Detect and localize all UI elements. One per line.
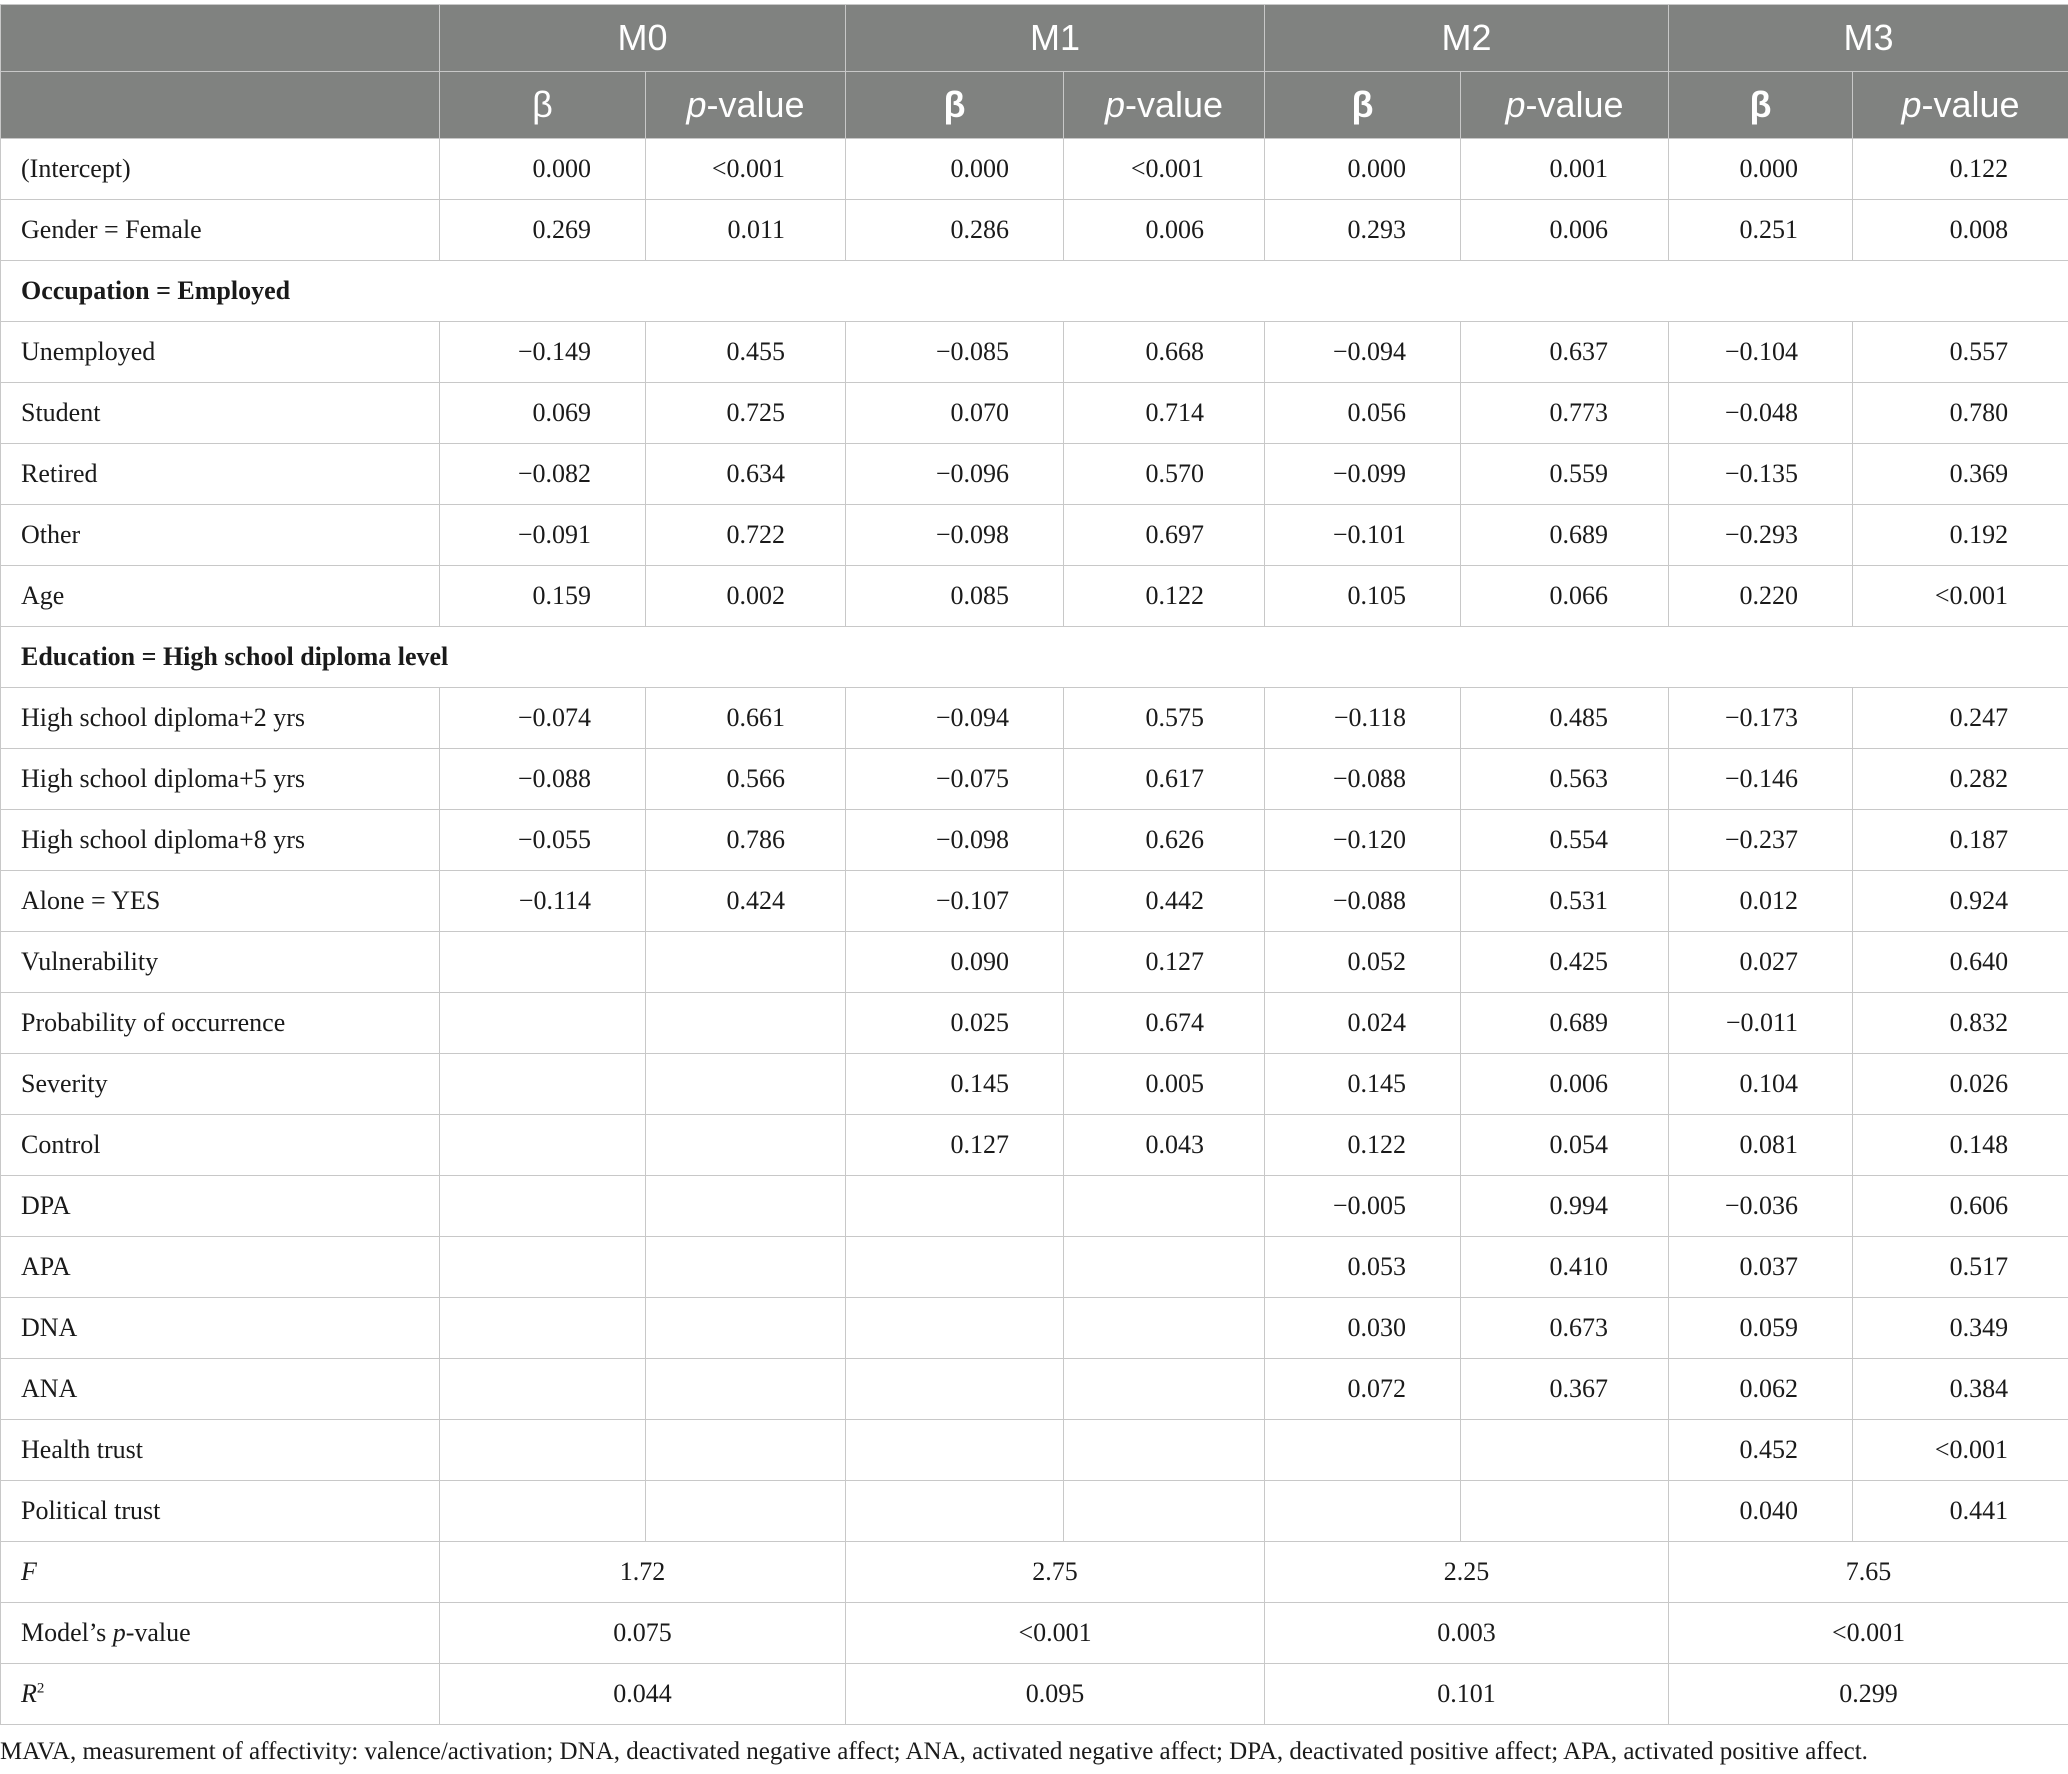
pvalue-cell-m0 xyxy=(646,1481,846,1542)
beta-cell-m2: 0.000 xyxy=(1265,139,1461,200)
row-label: Probability of occurrence xyxy=(1,993,440,1054)
beta-cell-m1: 0.127 xyxy=(846,1115,1064,1176)
beta-cell-m2: −0.118 xyxy=(1265,688,1461,749)
model-pvalue-m3: <0.001 xyxy=(1669,1603,2068,1664)
pvalue-cell-m1: 0.006 xyxy=(1064,200,1265,261)
row-label: High school diploma+5 yrs xyxy=(1,749,440,810)
pvalue-cell-m1: 0.714 xyxy=(1064,383,1265,444)
pvalue-cell-m0 xyxy=(646,1298,846,1359)
section-row xyxy=(1,627,2068,688)
pvalue-cell-m3: 0.832 xyxy=(1853,993,2068,1054)
pvalue-cell-m2: 0.001 xyxy=(1461,139,1669,200)
beta-cell-m0 xyxy=(440,1176,646,1237)
beta-cell-m3: −0.048 xyxy=(1669,383,1853,444)
model-header-m0: M0 xyxy=(440,5,846,72)
row-label: Gender = Female xyxy=(1,200,440,261)
beta-header-m3: β xyxy=(1669,72,1853,139)
pvalue-cell-m3: 0.026 xyxy=(1853,1054,2068,1115)
row-label: Unemployed xyxy=(1,322,440,383)
f-stat-row xyxy=(1,1542,2068,1603)
beta-cell-m2: −0.088 xyxy=(1265,871,1461,932)
pvalue-cell-m1 xyxy=(1064,1298,1265,1359)
pvalue-cell-m3: 0.349 xyxy=(1853,1298,2068,1359)
beta-cell-m0: 0.269 xyxy=(440,200,646,261)
pvalue-cell-m0: 0.661 xyxy=(646,688,846,749)
pvalue-cell-m2: 0.689 xyxy=(1461,993,1669,1054)
beta-cell-m0: −0.149 xyxy=(440,322,646,383)
section-row xyxy=(1,261,2068,322)
r-squared-row xyxy=(1,1664,2068,1725)
table-row xyxy=(1,1237,2068,1298)
section-label: Education = High school diploma level xyxy=(1,627,2068,688)
row-label: Control xyxy=(1,1115,440,1176)
beta-cell-m0 xyxy=(440,993,646,1054)
pvalue-cell-m2: 0.689 xyxy=(1461,505,1669,566)
beta-cell-m0: −0.091 xyxy=(440,505,646,566)
pvalue-cell-m3: 0.247 xyxy=(1853,688,2068,749)
pvalue-cell-m2: 0.994 xyxy=(1461,1176,1669,1237)
pvalue-cell-m1: 0.442 xyxy=(1064,871,1265,932)
beta-cell-m3: 0.452 xyxy=(1669,1420,1853,1481)
beta-cell-m1 xyxy=(846,1176,1064,1237)
pvalue-cell-m3: <0.001 xyxy=(1853,1420,2068,1481)
beta-cell-m1: −0.098 xyxy=(846,505,1064,566)
beta-cell-m3: 0.081 xyxy=(1669,1115,1853,1176)
table-footnote: MAVA, measurement of affectivity: valence/activation; DNA, deactivated negative affect; ANA, activated negative affect; DPA, deactivated positive affect; APA, activated positive affect. xyxy=(0,1738,1868,1765)
pvalue-cell-m2: 0.559 xyxy=(1461,444,1669,505)
beta-cell-m2: 0.105 xyxy=(1265,566,1461,627)
pvalue-cell-m1: <0.001 xyxy=(1064,139,1265,200)
beta-cell-m1: −0.094 xyxy=(846,688,1064,749)
pvalue-cell-m0 xyxy=(646,993,846,1054)
pvalue-cell-m1: 0.127 xyxy=(1064,932,1265,993)
beta-cell-m3: 0.062 xyxy=(1669,1359,1853,1420)
table-row xyxy=(1,1115,2068,1176)
row-label: (Intercept) xyxy=(1,139,440,200)
pvalue-header-m1: p-value xyxy=(1064,72,1265,139)
pvalue-cell-m0: <0.001 xyxy=(646,139,846,200)
pvalue-cell-m3: 0.441 xyxy=(1853,1481,2068,1542)
table-row xyxy=(1,1359,2068,1420)
pvalue-cell-m1: 0.122 xyxy=(1064,566,1265,627)
table-row xyxy=(1,688,2068,749)
table-row xyxy=(1,1420,2068,1481)
row-label: DPA xyxy=(1,1176,440,1237)
pvalue-cell-m1: 0.697 xyxy=(1064,505,1265,566)
beta-cell-m0 xyxy=(440,1237,646,1298)
beta-cell-m0 xyxy=(440,1420,646,1481)
r-squared-m1: 0.095 xyxy=(846,1664,1265,1725)
pvalue-cell-m1: 0.005 xyxy=(1064,1054,1265,1115)
stat-header-row xyxy=(1,72,2068,139)
beta-cell-m1 xyxy=(846,1237,1064,1298)
model-pvalue-m0: 0.075 xyxy=(440,1603,846,1664)
pvalue-cell-m0: 0.424 xyxy=(646,871,846,932)
row-label: Age xyxy=(1,566,440,627)
section-label: Occupation = Employed xyxy=(1,261,2068,322)
table-row xyxy=(1,1054,2068,1115)
beta-cell-m2: 0.053 xyxy=(1265,1237,1461,1298)
row-label: Vulnerability xyxy=(1,932,440,993)
pvalue-cell-m3: 0.369 xyxy=(1853,444,2068,505)
pvalue-cell-m0: 0.725 xyxy=(646,383,846,444)
pvalue-cell-m2 xyxy=(1461,1481,1669,1542)
pvalue-cell-m0: 0.786 xyxy=(646,810,846,871)
beta-cell-m0: −0.082 xyxy=(440,444,646,505)
beta-cell-m2 xyxy=(1265,1420,1461,1481)
beta-cell-m1: −0.085 xyxy=(846,322,1064,383)
pvalue-cell-m1: 0.575 xyxy=(1064,688,1265,749)
row-label: ANA xyxy=(1,1359,440,1420)
pvalue-cell-m0 xyxy=(646,1359,846,1420)
beta-cell-m0 xyxy=(440,1481,646,1542)
row-label: Alone = YES xyxy=(1,871,440,932)
table-row xyxy=(1,871,2068,932)
beta-cell-m2: 0.056 xyxy=(1265,383,1461,444)
pvalue-cell-m0 xyxy=(646,1237,846,1298)
row-label: APA xyxy=(1,1237,440,1298)
table-row xyxy=(1,1176,2068,1237)
model-header-m1: M1 xyxy=(846,5,1265,72)
pvalue-cell-m3: 0.008 xyxy=(1853,200,2068,261)
table-row xyxy=(1,810,2068,871)
row-label: $R^2$ xyxy=(1,1664,440,1725)
pvalue-cell-m2: 0.485 xyxy=(1461,688,1669,749)
beta-cell-m1 xyxy=(846,1359,1064,1420)
row-label: High school diploma+2 yrs xyxy=(1,688,440,749)
beta-cell-m0: −0.088 xyxy=(440,749,646,810)
beta-cell-m1: 0.090 xyxy=(846,932,1064,993)
beta-cell-m3: 0.104 xyxy=(1669,1054,1853,1115)
pvalue-header-m2: p-value xyxy=(1461,72,1669,139)
pvalue-cell-m2: 0.006 xyxy=(1461,200,1669,261)
pvalue-cell-m3: 0.384 xyxy=(1853,1359,2068,1420)
r-squared-m3: 0.299 xyxy=(1669,1664,2068,1725)
pvalue-cell-m2: 0.554 xyxy=(1461,810,1669,871)
beta-cell-m1: −0.075 xyxy=(846,749,1064,810)
beta-cell-m2: −0.088 xyxy=(1265,749,1461,810)
beta-cell-m2: 0.122 xyxy=(1265,1115,1461,1176)
beta-cell-m3: −0.104 xyxy=(1669,322,1853,383)
row-label: Retired xyxy=(1,444,440,505)
beta-cell-m2: 0.052 xyxy=(1265,932,1461,993)
beta-cell-m3: 0.000 xyxy=(1669,139,1853,200)
beta-cell-m1 xyxy=(846,1420,1064,1481)
pvalue-cell-m2 xyxy=(1461,1420,1669,1481)
pvalue-cell-m0: 0.455 xyxy=(646,322,846,383)
header-corner-2 xyxy=(1,72,440,139)
model-pvalue-m2: 0.003 xyxy=(1265,1603,1669,1664)
beta-cell-m0 xyxy=(440,1054,646,1115)
beta-cell-m3: 0.251 xyxy=(1669,200,1853,261)
f-value-m0: 1.72 xyxy=(440,1542,846,1603)
pvalue-cell-m1: 0.668 xyxy=(1064,322,1265,383)
table-row xyxy=(1,505,2068,566)
beta-cell-m1: 0.286 xyxy=(846,200,1064,261)
model-header-m2: M2 xyxy=(1265,5,1669,72)
table-row xyxy=(1,1298,2068,1359)
pvalue-cell-m1: 0.570 xyxy=(1064,444,1265,505)
beta-cell-m3: −0.135 xyxy=(1669,444,1853,505)
beta-cell-m2: −0.101 xyxy=(1265,505,1461,566)
beta-cell-m0 xyxy=(440,932,646,993)
beta-cell-m0: −0.055 xyxy=(440,810,646,871)
pvalue-cell-m3: 0.640 xyxy=(1853,932,2068,993)
beta-cell-m3: 0.012 xyxy=(1669,871,1853,932)
pvalue-cell-m3: 0.148 xyxy=(1853,1115,2068,1176)
row-label: High school diploma+8 yrs xyxy=(1,810,440,871)
beta-cell-m0 xyxy=(440,1115,646,1176)
pvalue-cell-m2: 0.563 xyxy=(1461,749,1669,810)
beta-cell-m2: −0.094 xyxy=(1265,322,1461,383)
model-header-m3: M3 xyxy=(1669,5,2068,72)
beta-cell-m1: 0.085 xyxy=(846,566,1064,627)
beta-cell-m3: 0.037 xyxy=(1669,1237,1853,1298)
table-row xyxy=(1,1481,2068,1542)
f-value-m1: 2.75 xyxy=(846,1542,1265,1603)
beta-cell-m2: −0.099 xyxy=(1265,444,1461,505)
pvalue-cell-m2: 0.531 xyxy=(1461,871,1669,932)
pvalue-cell-m0: 0.634 xyxy=(646,444,846,505)
pvalue-cell-m2: 0.637 xyxy=(1461,322,1669,383)
pvalue-cell-m1 xyxy=(1064,1420,1265,1481)
beta-cell-m3: 0.027 xyxy=(1669,932,1853,993)
beta-cell-m2: 0.293 xyxy=(1265,200,1461,261)
beta-cell-m1: −0.098 xyxy=(846,810,1064,871)
table-row xyxy=(1,200,2068,261)
beta-header-m1: β xyxy=(846,72,1064,139)
f-value-m2: 2.25 xyxy=(1265,1542,1669,1603)
pvalue-cell-m3: 0.282 xyxy=(1853,749,2068,810)
pvalue-cell-m1 xyxy=(1064,1359,1265,1420)
pvalue-cell-m0 xyxy=(646,1115,846,1176)
table-row xyxy=(1,383,2068,444)
pvalue-cell-m3: 0.122 xyxy=(1853,139,2068,200)
beta-cell-m3: 0.040 xyxy=(1669,1481,1853,1542)
table-row xyxy=(1,566,2068,627)
table-row xyxy=(1,932,2068,993)
pvalue-cell-m2: 0.410 xyxy=(1461,1237,1669,1298)
pvalue-cell-m3: 0.557 xyxy=(1853,322,2068,383)
pvalue-cell-m0: 0.722 xyxy=(646,505,846,566)
r-squared-m0: 0.044 xyxy=(440,1664,846,1725)
pvalue-cell-m1: 0.043 xyxy=(1064,1115,1265,1176)
beta-cell-m3: −0.036 xyxy=(1669,1176,1853,1237)
row-label: Health trust xyxy=(1,1420,440,1481)
beta-cell-m0: 0.159 xyxy=(440,566,646,627)
beta-cell-m1: 0.025 xyxy=(846,993,1064,1054)
pvalue-cell-m0 xyxy=(646,932,846,993)
beta-cell-m1: −0.107 xyxy=(846,871,1064,932)
model-pvalue-m1: <0.001 xyxy=(846,1603,1265,1664)
table-row xyxy=(1,139,2068,200)
pvalue-cell-m1: 0.674 xyxy=(1064,993,1265,1054)
beta-cell-m1: 0.070 xyxy=(846,383,1064,444)
pvalue-cell-m3: 0.517 xyxy=(1853,1237,2068,1298)
regression-table xyxy=(0,4,2068,1725)
beta-cell-m3: −0.011 xyxy=(1669,993,1853,1054)
row-label: Other xyxy=(1,505,440,566)
beta-cell-m0: 0.069 xyxy=(440,383,646,444)
row-label: Model’s p-value xyxy=(1,1603,440,1664)
beta-cell-m3: −0.237 xyxy=(1669,810,1853,871)
pvalue-cell-m0 xyxy=(646,1420,846,1481)
pvalue-cell-m2: 0.066 xyxy=(1461,566,1669,627)
beta-header-m2: β xyxy=(1265,72,1461,139)
pvalue-cell-m3: 0.192 xyxy=(1853,505,2068,566)
beta-cell-m0 xyxy=(440,1298,646,1359)
beta-cell-m2: 0.024 xyxy=(1265,993,1461,1054)
pvalue-cell-m0 xyxy=(646,1176,846,1237)
beta-cell-m0: −0.114 xyxy=(440,871,646,932)
pvalue-cell-m1: 0.617 xyxy=(1064,749,1265,810)
pvalue-cell-m2: 0.773 xyxy=(1461,383,1669,444)
row-label: Severity xyxy=(1,1054,440,1115)
pvalue-cell-m1 xyxy=(1064,1176,1265,1237)
row-label: Student xyxy=(1,383,440,444)
beta-cell-m2: 0.030 xyxy=(1265,1298,1461,1359)
model-header-row xyxy=(1,5,2068,72)
beta-cell-m2: 0.072 xyxy=(1265,1359,1461,1420)
beta-cell-m3: 0.059 xyxy=(1669,1298,1853,1359)
pvalue-cell-m0: 0.002 xyxy=(646,566,846,627)
table-row xyxy=(1,993,2068,1054)
pvalue-cell-m3: <0.001 xyxy=(1853,566,2068,627)
model-pvalue-row xyxy=(1,1603,2068,1664)
pvalue-cell-m3: 0.924 xyxy=(1853,871,2068,932)
pvalue-cell-m1 xyxy=(1064,1237,1265,1298)
beta-cell-m0 xyxy=(440,1359,646,1420)
beta-cell-m1 xyxy=(846,1298,1064,1359)
table-body xyxy=(1,139,2068,1725)
pvalue-cell-m3: 0.187 xyxy=(1853,810,2068,871)
pvalue-cell-m1: 0.626 xyxy=(1064,810,1265,871)
beta-cell-m2: −0.120 xyxy=(1265,810,1461,871)
pvalue-cell-m2: 0.054 xyxy=(1461,1115,1669,1176)
beta-cell-m1: −0.096 xyxy=(846,444,1064,505)
r-squared-m2: 0.101 xyxy=(1265,1664,1669,1725)
pvalue-cell-m0: 0.011 xyxy=(646,200,846,261)
beta-header-m0: β xyxy=(440,72,646,139)
pvalue-cell-m1 xyxy=(1064,1481,1265,1542)
beta-cell-m2: −0.005 xyxy=(1265,1176,1461,1237)
pvalue-cell-m3: 0.606 xyxy=(1853,1176,2068,1237)
beta-cell-m1 xyxy=(846,1481,1064,1542)
f-value-m3: 7.65 xyxy=(1669,1542,2068,1603)
table-row xyxy=(1,322,2068,383)
pvalue-cell-m3: 0.780 xyxy=(1853,383,2068,444)
table-header xyxy=(1,5,2068,139)
pvalue-cell-m0: 0.566 xyxy=(646,749,846,810)
table-row xyxy=(1,444,2068,505)
pvalue-header-m3: p-value xyxy=(1853,72,2068,139)
beta-cell-m1: 0.000 xyxy=(846,139,1064,200)
beta-cell-m0: 0.000 xyxy=(440,139,646,200)
beta-cell-m0: −0.074 xyxy=(440,688,646,749)
beta-cell-m1: 0.145 xyxy=(846,1054,1064,1115)
row-label: F xyxy=(1,1542,440,1603)
pvalue-cell-m2: 0.367 xyxy=(1461,1359,1669,1420)
pvalue-header-m0: p-value xyxy=(646,72,846,139)
beta-cell-m3: −0.173 xyxy=(1669,688,1853,749)
header-corner xyxy=(1,5,440,72)
beta-cell-m2 xyxy=(1265,1481,1461,1542)
beta-cell-m3: −0.293 xyxy=(1669,505,1853,566)
table-row xyxy=(1,749,2068,810)
row-label: DNA xyxy=(1,1298,440,1359)
beta-cell-m2: 0.145 xyxy=(1265,1054,1461,1115)
beta-cell-m3: 0.220 xyxy=(1669,566,1853,627)
pvalue-cell-m2: 0.673 xyxy=(1461,1298,1669,1359)
beta-cell-m3: −0.146 xyxy=(1669,749,1853,810)
pvalue-cell-m2: 0.425 xyxy=(1461,932,1669,993)
row-label: Political trust xyxy=(1,1481,440,1542)
pvalue-cell-m0 xyxy=(646,1054,846,1115)
pvalue-cell-m2: 0.006 xyxy=(1461,1054,1669,1115)
